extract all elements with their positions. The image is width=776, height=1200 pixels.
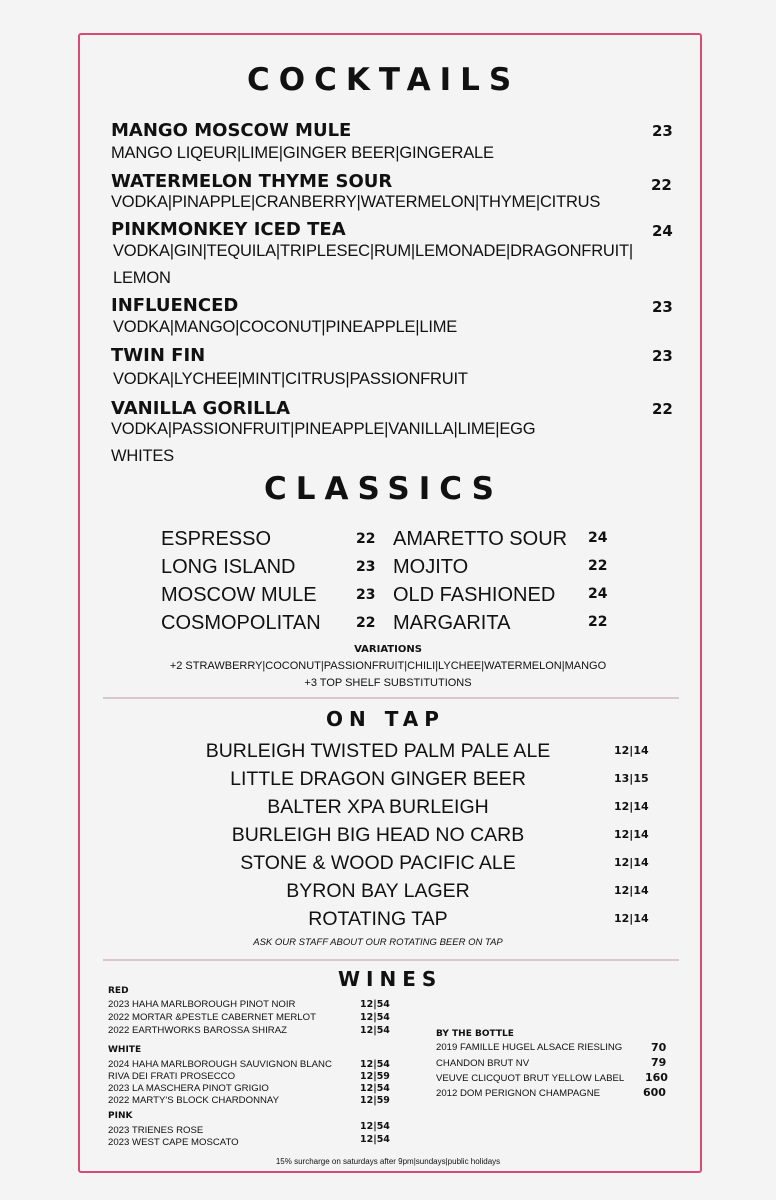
cocktail-name: VANILLA GORILLA (111, 398, 291, 419)
classic-name: OLD FASHIONED (393, 584, 556, 606)
cocktail-desc: VODKA|PINAPPLE|CRANBERRY|WATERMELON|THYME|CITRUS (111, 193, 601, 211)
variations-line: +3 TOP SHELF SUBSTITUTIONS (304, 677, 472, 689)
tap-name: BALTER XPA BURLEIGH (267, 796, 489, 818)
tap-name: LITTLE DRAGON GINGER BEER (230, 768, 526, 790)
cocktail-name: WATERMELON THYME SOUR (111, 171, 393, 192)
classic-name: MOJITO (393, 556, 469, 578)
classic-name: AMARETTO SOUR (393, 528, 568, 550)
wine-name: 2023 WEST CAPE MOSCATO (108, 1137, 239, 1148)
classic-price: 23 (356, 559, 376, 575)
wine-name: 2023 HAHA MARLBOROUGH PINOT NOIR (108, 999, 296, 1010)
wine-name: 2022 MORTAR &PESTLE CABERNET MERLOT (108, 1012, 316, 1023)
wine-price: 12|54 (360, 1059, 390, 1070)
tap-note: ASK OUR STAFF ABOUT OUR ROTATING BEER ON TAP (253, 937, 503, 948)
classic-price: 24 (588, 586, 608, 602)
bottle-name: VEUVE CLICQUOT BRUT YELLOW LABEL (436, 1073, 625, 1084)
bottle-price: 70 (651, 1041, 667, 1054)
tap-price: 12|14 (614, 800, 649, 813)
cocktail-price: 23 (652, 298, 673, 316)
wine-price: 12|54 (360, 999, 390, 1010)
wine-category-white: WHITE (108, 1045, 142, 1055)
bottle-name: 2012 DOM PERIGNON CHAMPAGNE (436, 1088, 601, 1099)
wine-category-bottle: BY THE BOTTLE (436, 1029, 514, 1039)
tap-price: 12|14 (614, 912, 649, 925)
bottle-price: 160 (645, 1071, 668, 1084)
wines-title: WINES (338, 967, 443, 991)
classic-price: 22 (356, 615, 376, 631)
wine-name: 2022 MARTY'S BLOCK CHARDONNAY (108, 1095, 280, 1106)
classic-name: LONG ISLAND (161, 556, 296, 578)
cocktail-desc: VODKA|MANGO|COCONUT|PINEAPPLE|LIME (113, 318, 458, 336)
classic-name: COSMOPOLITAN (161, 612, 321, 634)
bottle-name: 2019 FAMILLE HUGEL ALSACE RIESLING (436, 1042, 623, 1053)
tap-name: ROTATING TAP (308, 908, 448, 930)
tap-price: 12|14 (614, 744, 649, 757)
cocktail-name: MANGO MOSCOW MULE (111, 120, 352, 141)
tap-name: BURLEIGH BIG HEAD NO CARB (231, 824, 525, 846)
bottle-name: CHANDON BRUT NV (436, 1058, 530, 1069)
classic-price: 23 (356, 587, 376, 603)
bottle-price: 79 (651, 1056, 667, 1069)
tap-price: 12|14 (614, 828, 649, 841)
cocktail-desc: MANGO LIQEUR|LIME|GINGER BEER|GINGERALE (111, 144, 494, 162)
cocktail-desc-cont: WHITES (111, 447, 174, 465)
wine-category-red: RED (108, 986, 129, 996)
wine-name: 2022 EARTHWORKS BAROSSA SHIRAZ (108, 1025, 287, 1036)
classic-name: ESPRESSO (161, 528, 272, 550)
cocktail-desc: VODKA|LYCHEE|MINT|CITRUS|PASSIONFRUIT (113, 370, 468, 388)
wine-price: 12|59 (360, 1071, 390, 1082)
wine-category-pink: PINK (108, 1111, 133, 1121)
cocktail-price: 22 (651, 176, 672, 194)
wine-name: 2024 HAHA MARLBOROUGH SAUVIGNON BLANC (108, 1059, 332, 1070)
wine-price: 12|54 (360, 1025, 390, 1036)
wine-price: 12|54 (360, 1121, 390, 1132)
cocktail-desc: VODKA|PASSIONFRUIT|PINEAPPLE|VANILLA|LIME|EGG (111, 420, 536, 438)
tap-price: 12|14 (614, 884, 649, 897)
wine-price: 12|54 (360, 1083, 390, 1094)
classics-title: CLASSICS (264, 471, 503, 507)
variations-title: VARIATIONS (354, 644, 422, 655)
cocktail-desc-cont: LEMON (113, 269, 171, 287)
wine-name: 2023 LA MASCHERA PINOT GRIGIO (108, 1083, 269, 1094)
wine-price: 12|54 (360, 1134, 390, 1145)
bottle-price: 600 (643, 1086, 666, 1099)
wine-price: 12|59 (360, 1095, 390, 1106)
wine-price: 12|54 (360, 1012, 390, 1023)
tap-name: BURLEIGH TWISTED PALM PALE ALE (205, 740, 551, 762)
tap-price: 13|15 (614, 772, 649, 785)
cocktail-price: 24 (652, 222, 673, 240)
classic-name: MOSCOW MULE (161, 584, 317, 606)
cocktail-name: TWIN FIN (111, 345, 206, 366)
classic-name: MARGARITA (393, 612, 511, 634)
classic-price: 22 (588, 558, 608, 574)
wine-name: RIVA DEI FRATI PROSECCO (108, 1071, 236, 1082)
wine-name: 2023 TRIENES ROSE (108, 1125, 204, 1136)
footer-note: 15% surcharge on saturdays after 9pm|sundays|public holidays (275, 1157, 501, 1166)
classic-price: 22 (356, 531, 376, 547)
divider (103, 959, 679, 961)
tap-name: STONE & WOOD PACIFIC ALE (240, 852, 516, 874)
on-tap-title: ON TAP (326, 707, 445, 731)
classic-price: 22 (588, 614, 608, 630)
variations-line: +2 STRAWBERRY|COCONUT|PASSIONFRUIT|CHILI|LYCHEE|WATERMELON|MANGO (169, 660, 607, 672)
cocktail-price: 22 (652, 400, 673, 418)
tap-price: 12|14 (614, 856, 649, 869)
cocktail-name: PINKMONKEY ICED TEA (111, 219, 346, 240)
cocktail-price: 23 (652, 347, 673, 365)
cocktail-desc: VODKA|GIN|TEQUILA|TRIPLESEC|RUM|LEMONADE|DRAGONFRUIT| (113, 242, 633, 260)
tap-name: BYRON BAY LAGER (286, 880, 470, 902)
cocktails-title: COCKTAILS (247, 62, 521, 98)
classic-price: 24 (588, 530, 608, 546)
cocktail-price: 23 (652, 122, 673, 140)
divider (103, 697, 679, 699)
cocktail-name: INFLUENCED (111, 295, 239, 316)
